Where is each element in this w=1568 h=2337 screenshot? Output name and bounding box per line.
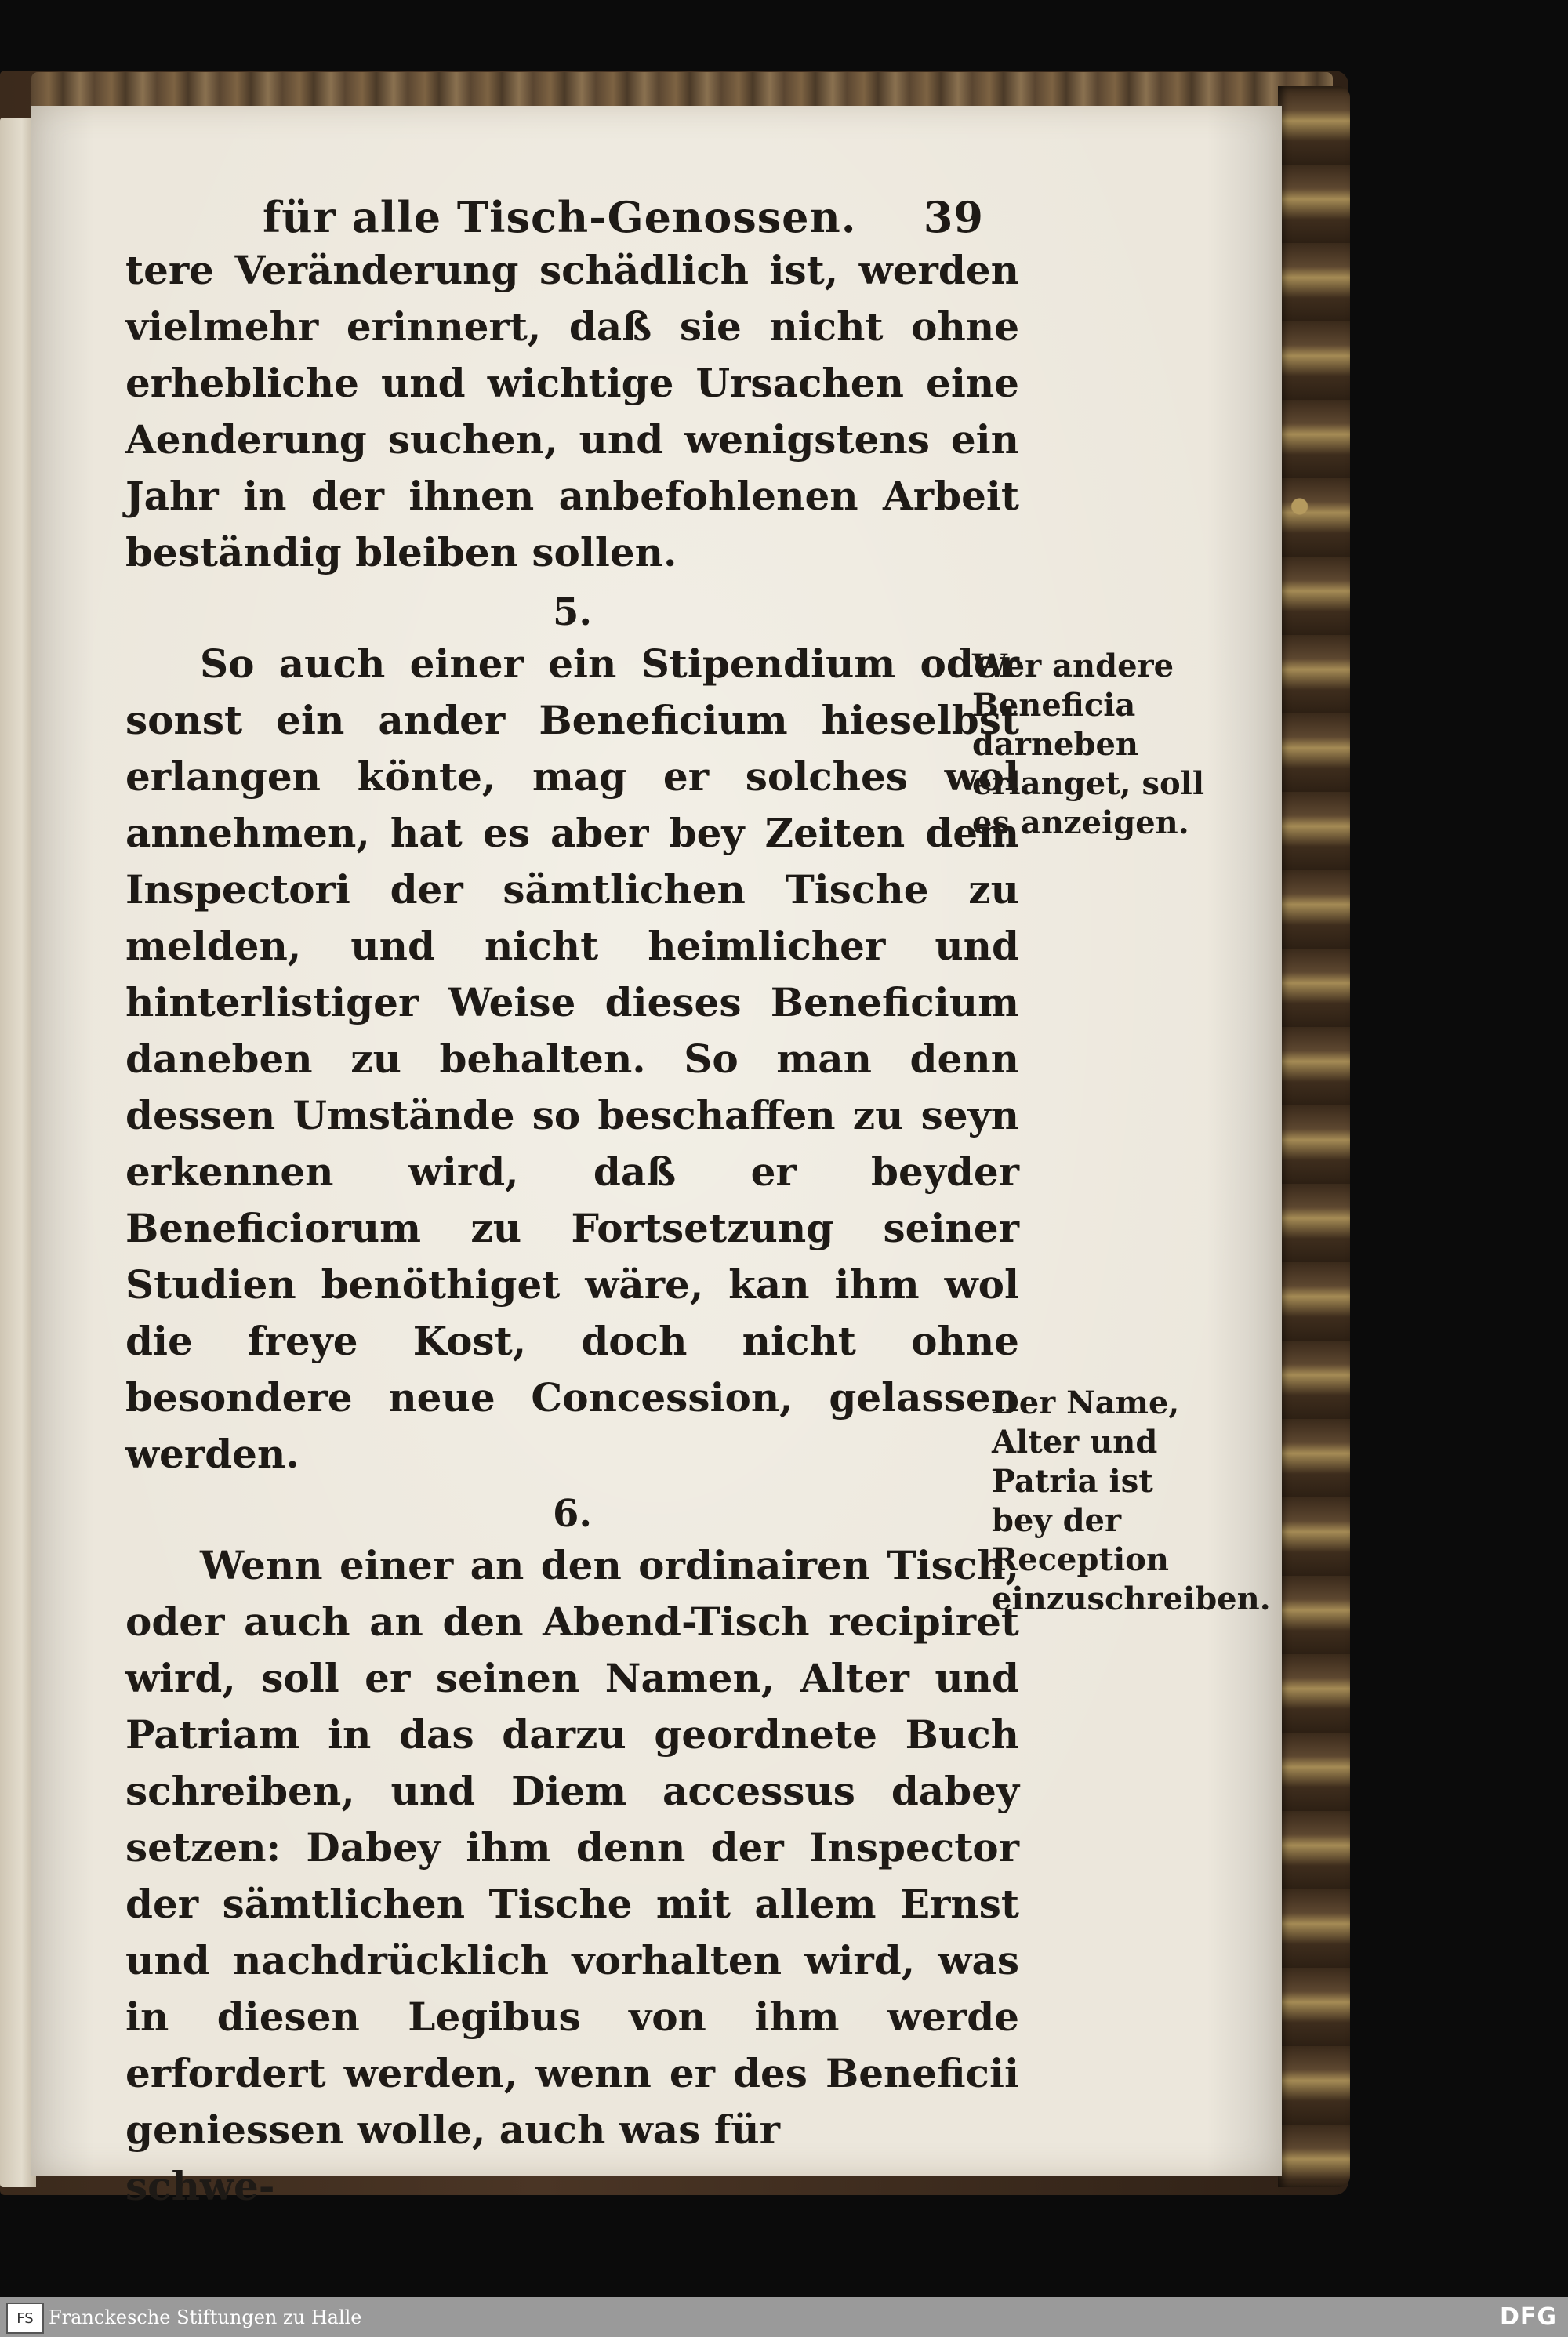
book-top-edge [31,72,1333,108]
book-spine-decoration [1278,86,1350,2187]
section-number-6: 6. [552,1492,593,1536]
running-head [263,192,984,242]
paragraph-section-5: So auch einer ein Stipendium oder sonst ein ander Beneficium hieselbst erlangen könte, mag er solches wol annehmen, hat es aber bey Zeiten dem Inspectori der sämtlichen Tische zu melden, und nicht heimlicher und hinterlistiger Weise dieses Beneficium daneben zu behalten. So man denn dessen Umstände so beschaffen zu seyn erkennen wird, daß er beyder Beneficiorum zu Fortsetzung seiner Studien benöthiget wäre, kan ihm wol die freye Kost, doch nicht ohne besondere neue Concession, gelassen werden. [125,640,1019,1477]
book-page [31,106,1282,2209]
footer-dfg-logo: DFG [1499,2303,1557,2331]
paragraph-continuation: tere Veränderung schädlich ist, werden vielmehr erinnert, daß sie nicht ohne erhebliche und wichtige Ursachen eine Aenderung suchen, und wenigstens ein Jahr in der ihnen anbefohlenen Arbeit beständig bleiben sollen. [125,247,1019,575]
catchword: schwe- [125,2163,275,2209]
footer-institution: Franckesche Stiftungen zu Halle [49,2306,362,2328]
running-title: für alle Tisch-Genossen. [263,192,857,242]
section-number-5: 5. [552,590,593,634]
page-number: 39 [923,192,984,242]
margin-note-section-6: Der Name, Alter und Patria ist bey der Reception einzuschreiben. [992,1384,1271,1617]
main-text-column [125,192,1019,2215]
paragraph-section-6: Wenn einer an den ordinairen Tisch, oder auch an den Abend-Tisch recipiret wird, soll er seinen Namen, Alter und Patriam in das darzu geordnete Buch schreiben, und Diem accessus dabey setzen: Dabey ihm denn der Inspector der sämtlichen Tische mit allem Ernst und nachdrücklich vorhalten wird, was in diesen Legibus von ihm werde erfordert werden, wenn er des Beneficii geniessen wolle, auch was für [125,1542,1019,2153]
margin-note-section-5: Wer andere Beneficia darneben erlanget, soll es anzeigen. [972,648,1205,841]
institution-logo-icon: FS [6,2303,44,2334]
